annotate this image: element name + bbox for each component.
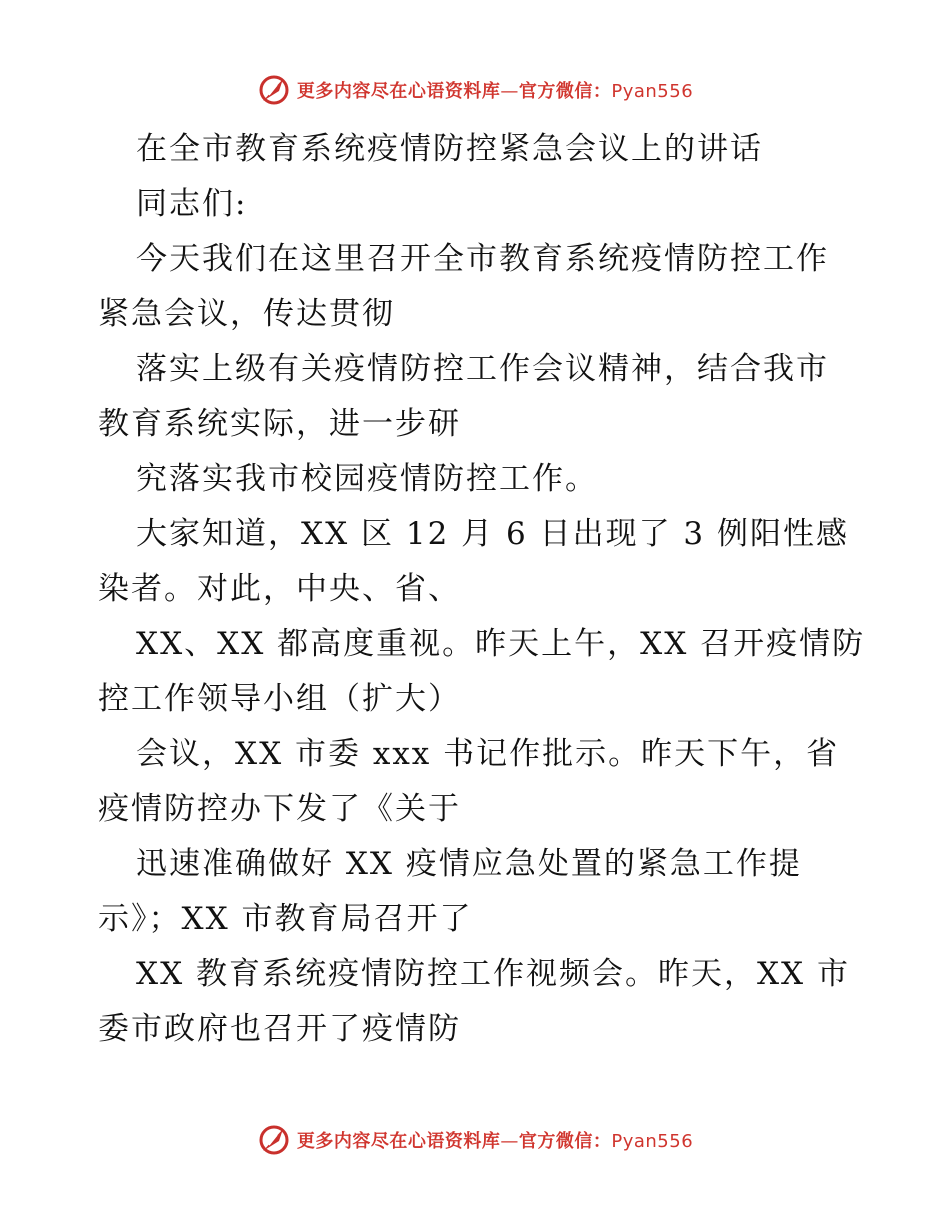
text-line: 迅速准确做好 XX 疫情应急处置的紧急工作提 xyxy=(136,846,802,882)
text-line: 紧急会议，传达贯彻 xyxy=(98,296,395,332)
text-line: XX 教育系统疫情防控工作视频会。昨天，XX 市 xyxy=(136,956,850,992)
watermark-text: 更多内容尽在心语资料库—官方微信：Pyan556 xyxy=(296,1131,694,1152)
watermark-banner-bottom xyxy=(0,1120,950,1160)
document-body xyxy=(98,122,866,1057)
watermark-banner-top xyxy=(0,70,950,110)
text-line: 今天我们在这里召开全市教育系统疫情防控工作 xyxy=(136,241,829,277)
document-title: 在全市教育系统疫情防控紧急会议上的讲话 xyxy=(136,131,763,167)
text-line: 染者。对此，中央、省、 xyxy=(98,571,461,607)
quill-pen-icon xyxy=(257,73,291,107)
text-line: 究落实我市校园疫情防控工作。 xyxy=(136,461,598,497)
text-line: 落实上级有关疫情防控工作会议精神，结合我市 xyxy=(136,351,829,387)
text-line: 会议，XX 市委 xxx 书记作批示。昨天下午，省 xyxy=(136,736,840,772)
text-line: 示》；XX 市教育局召开了 xyxy=(98,901,473,937)
watermark-text: 更多内容尽在心语资料库—官方微信：Pyan556 xyxy=(296,81,694,102)
text-line: 教育系统实际，进一步研 xyxy=(98,406,461,442)
text-line: 疫情防控办下发了《关于 xyxy=(98,791,461,827)
text-line: 同志们: xyxy=(136,186,248,222)
text-line: XX、XX 都高度重视。昨天上午，XX 召开疫情防 xyxy=(136,626,866,662)
text-line: 大家知道，XX 区 12 月 6 日出现了 3 例阳性感 xyxy=(136,516,850,552)
text-line: 委市政府也召开了疫情防 xyxy=(98,1011,461,1047)
text-line: 控工作领导小组（扩大） xyxy=(98,681,461,717)
quill-pen-icon xyxy=(257,1123,291,1157)
